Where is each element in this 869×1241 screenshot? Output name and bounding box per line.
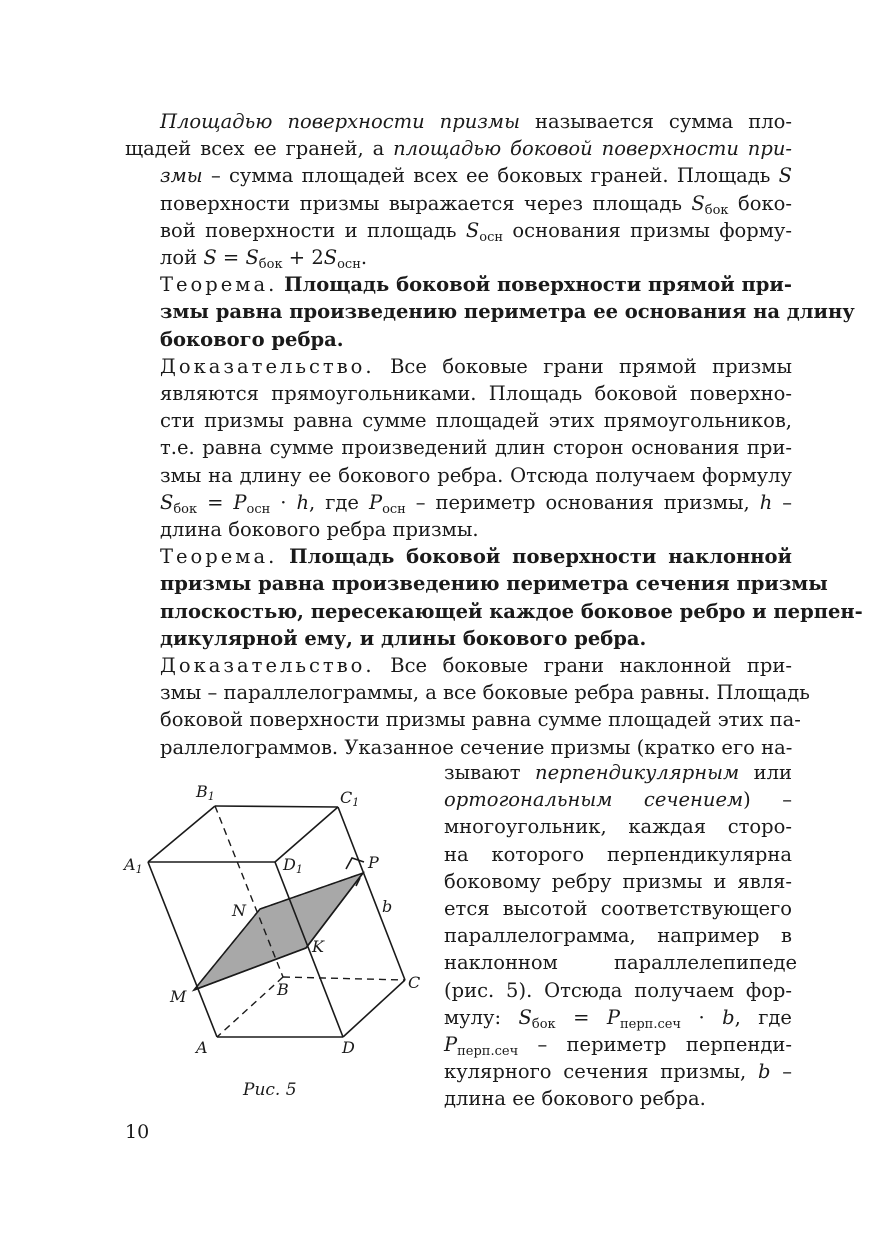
label-k: K	[312, 937, 324, 956]
subscript: осн	[337, 257, 361, 273]
text: змы на длину ее бокового ребра. Отсюда получаем формулу	[160, 463, 792, 487]
symbol-p: P	[606, 1005, 620, 1029]
term-surface-area: Площадью поверхности призмы	[160, 110, 520, 133]
subscript: бок	[258, 257, 283, 273]
text: многоугольник, каждая сторо-	[444, 815, 792, 839]
theorem-text: плоскостью, пересекающей каждое боковое ребро и перпен-	[160, 599, 863, 623]
edge-c1-d1	[275, 807, 338, 862]
label-m: M	[170, 987, 187, 1006]
theorem-text: призмы равна произведению периметра сечения призмы	[160, 572, 828, 596]
text: змы – параллелограммы, а все боковые ребра равны. Площадь	[160, 681, 810, 705]
text: .	[360, 246, 368, 270]
text: ·	[681, 1005, 723, 1029]
symbol-b: b	[722, 1005, 735, 1029]
symbol-b: b	[758, 1060, 771, 1084]
text: (рис. 5). Отсюда получаем фор-	[444, 978, 792, 1002]
subscript: осн	[479, 229, 504, 245]
text: щадей всех ее граней, а	[125, 137, 394, 161]
subscript: бок	[173, 501, 198, 517]
text: боковому ребру призмы и явля-	[444, 869, 792, 893]
edge-d-c	[343, 980, 405, 1037]
text: =	[216, 246, 246, 270]
text: – периметр основания призмы,	[405, 490, 760, 514]
theorem-oblique-prism	[125, 543, 863, 652]
text: – периметр перпенди-	[518, 1033, 792, 1057]
symbol-s: S	[691, 191, 705, 215]
text: , где	[309, 490, 369, 514]
theorem-label: Теорема.	[160, 273, 278, 297]
text: называется сумма пло-	[519, 110, 792, 133]
term-orthogonal-section: ортогональным сечением	[444, 788, 744, 812]
symbol-s: S	[160, 490, 174, 514]
proof-right-prism	[125, 353, 792, 543]
text: мулу:	[444, 1005, 519, 1029]
theorem-text: Площадь боковой поверхности прямой при-	[277, 273, 792, 297]
text: являются прямоугольниками. Площадь боковой поверхно-	[160, 382, 792, 406]
text: –	[772, 490, 792, 514]
subscript: осн	[382, 501, 406, 517]
term-perpendicular: перпендикулярным	[535, 761, 740, 784]
text: или	[739, 761, 792, 784]
symbol-s: S	[245, 246, 259, 270]
paragraph-surface-area	[125, 108, 792, 271]
proof-label: Доказательство.	[160, 354, 375, 378]
label-c: C	[408, 973, 421, 992]
text: параллелограмма, например в	[444, 924, 792, 948]
page-number: 10	[125, 1121, 150, 1143]
symbol-s: S	[465, 218, 480, 242]
symbol-s: S	[323, 246, 338, 270]
text: вой поверхности и площадь	[160, 218, 466, 242]
label-b-edge: b	[382, 897, 393, 916]
edge-b-a	[217, 977, 283, 1037]
theorem-label: Теорема.	[160, 545, 278, 569]
text: сти призмы равна сумме площадей этих прямоугольников,	[160, 409, 792, 433]
text: – сумма площадей всех ее боковых граней. Площадь	[202, 164, 779, 188]
figure-oblique-parallelepiped	[120, 778, 430, 1078]
text: на которого перпендикулярна	[444, 842, 792, 866]
edge-a1-b1	[148, 806, 215, 862]
text: т.е. равна сумме произведений длин сторон основания при-	[160, 436, 792, 460]
text: ·	[270, 490, 297, 514]
term-lateral-area: площадью боковой поверхности при-	[393, 137, 792, 161]
subscript: перп.сеч	[619, 1016, 682, 1032]
theorem-right-prism	[125, 271, 855, 353]
proof-oblique-prism	[125, 652, 810, 761]
theorem-text: дикулярной ему, и длины бокового ребра.	[160, 626, 647, 650]
theorem-text: Площадь боковой поверхности наклонной	[277, 545, 792, 569]
text: боковой поверхности призмы равна сумме площадей этих па-	[160, 708, 801, 732]
theorem-text: змы равна произведению периметра ее основания на длину	[160, 300, 855, 324]
text: поверхности призмы выражается через площадь	[160, 191, 692, 215]
symbol-h: h	[296, 490, 310, 514]
edge-b1-c1	[215, 806, 338, 807]
text: Все боковые грани прямой призмы	[374, 354, 792, 378]
subscript: осн	[246, 501, 271, 517]
edge-b-c	[283, 977, 405, 980]
text: кулярного сечения призмы,	[444, 1060, 758, 1084]
figure-caption: Рис. 5	[243, 1080, 297, 1100]
text: боко-	[728, 191, 792, 215]
text: –	[770, 1060, 792, 1084]
narrow-text-column	[444, 759, 798, 1113]
label-b1: B1	[196, 782, 215, 803]
symbol-s: S	[203, 246, 217, 270]
label-p: P	[368, 853, 379, 872]
symbol-p: P	[368, 490, 383, 514]
text: зывают	[444, 761, 536, 784]
edge-a1-a	[148, 862, 217, 1037]
label-b: B	[277, 980, 289, 999]
perpendicular-section	[194, 873, 363, 990]
label-d1: D1	[283, 855, 303, 876]
term-lateral-area-end: змы	[160, 164, 203, 188]
subscript: бок	[704, 202, 729, 218]
text: лой	[160, 246, 204, 270]
symbol-s: S	[518, 1005, 532, 1029]
text: =	[197, 490, 234, 514]
label-c1: C1	[340, 788, 360, 809]
text: ) –	[743, 788, 793, 812]
main-text	[125, 108, 863, 761]
text: длина бокового ребра призмы.	[160, 518, 479, 542]
label-a1: A1	[124, 855, 143, 876]
label-d: D	[342, 1038, 355, 1057]
proof-label: Доказательство.	[160, 654, 375, 678]
label-a: A	[196, 1038, 208, 1057]
subscript: бок	[531, 1016, 556, 1032]
symbol-p: P	[444, 1033, 458, 1057]
text: длина ее бокового ребра.	[444, 1087, 706, 1111]
text: ется высотой соответствующего	[444, 897, 792, 921]
symbol-s: S	[778, 164, 792, 188]
label-n: N	[232, 901, 246, 920]
symbol-p: P	[233, 490, 247, 514]
subscript: перп.сеч	[457, 1044, 519, 1060]
text: + 2	[282, 246, 324, 270]
text: , где	[734, 1005, 792, 1029]
text: Все боковые грани наклонной при-	[374, 654, 792, 678]
text: =	[555, 1005, 607, 1029]
symbol-h: h	[759, 490, 773, 514]
text: наклонном параллелепипеде	[444, 951, 798, 975]
text: основания призмы форму-	[503, 218, 792, 242]
text: раллелограммов. Указанное сечение призмы (кратко его на-	[160, 735, 793, 759]
theorem-text: бокового ребра.	[160, 327, 344, 351]
